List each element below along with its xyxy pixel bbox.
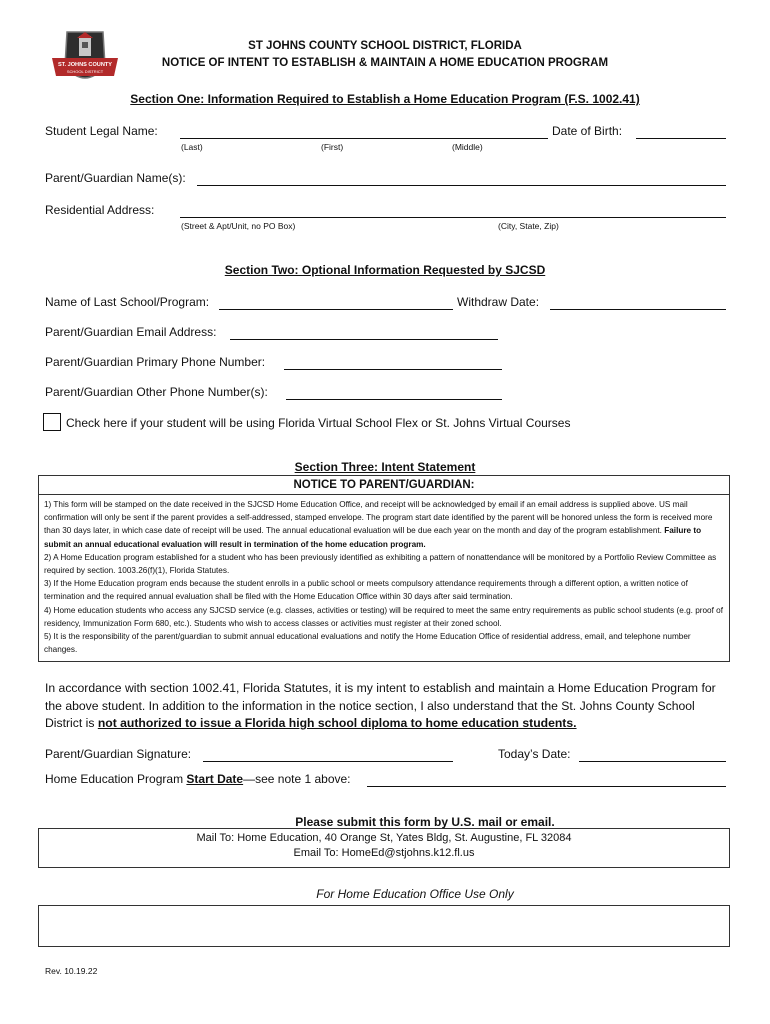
primary-phone-field[interactable] — [284, 355, 502, 370]
virtual-school-checkbox[interactable] — [43, 413, 61, 431]
dob-field[interactable] — [636, 124, 726, 139]
signature-label: Parent/Guardian Signature: — [45, 747, 192, 761]
student-name-label: Student Legal Name: — [45, 124, 158, 138]
start-date-label: Home Education Program Start Date—see note 1 above: — [45, 772, 351, 786]
section-one-heading: Section One: Information Required to Establish a Home Education Program (F.S. 1002.41) — [130, 92, 640, 106]
notice-box — [38, 475, 730, 662]
office-use-box — [38, 905, 730, 947]
district-name: ST JOHNS COUNTY SCHOOL DISTRICT, FLORIDA — [248, 40, 522, 52]
last-school-field[interactable] — [219, 295, 453, 310]
email-field[interactable] — [230, 325, 498, 340]
other-phone-label: Parent/Guardian Other Phone Number(s): — [45, 385, 268, 399]
notice-note-5: 5) It is the responsibility of the parent/guardian to submit annual educational evaluations and notify the Home Education Office of residential address, email, and telephone number changes. — [44, 632, 691, 655]
other-phone-field[interactable] — [286, 385, 502, 400]
student-name-field[interactable] — [180, 124, 548, 139]
withdraw-date-label: Withdraw Date: — [457, 295, 540, 309]
notice-note-2: 2) A Home Education program established for a student who has been previously identified as exhibiting a pattern of nonattendance will be monitored by a Portfolio Review Committee as required by section. 1003.26(f)(1), Florida Statutes. — [44, 552, 717, 576]
todays-date-field[interactable] — [579, 747, 726, 762]
mail-to: Mail To: Home Education, 40 Orange St, Yates Bldg, St. Augustine, FL 32084 — [196, 832, 572, 844]
office-use-heading: For Home Education Office Use Only — [316, 887, 514, 901]
middle-caption: (Middle) — [452, 142, 483, 152]
address-label: Residential Address: — [45, 203, 155, 217]
submit-heading: Please submit this form by U.S. mail or email. — [295, 815, 555, 829]
city-caption: (City, State, Zip) — [498, 221, 559, 231]
parent-name-field[interactable] — [197, 171, 726, 186]
virtual-school-checkbox-label: Check here if your student will be using Florida Virtual School Flex or St. Johns Virtual Courses — [66, 416, 571, 430]
email-to: Email To: HomeEd@stjohns.k12.fl.us — [293, 847, 475, 859]
section-two-heading: Section Two: Optional Information Requested by SJCSD — [224, 263, 546, 277]
notice-note-3: 3) If the Home Education program ends because the student enrolls in a public school or meets compulsory attendance requirements through a different option, a written notice of termination and the required annual evaluation shall be filed with the Home Education Office within 30 days after said termination. — [44, 579, 688, 602]
submit-box — [38, 828, 730, 868]
primary-phone-label: Parent/Guardian Primary Phone Number: — [45, 355, 266, 369]
withdraw-date-field[interactable] — [550, 295, 726, 310]
parent-name-label: Parent/Guardian Name(s): — [45, 171, 186, 185]
last-school-label: Name of Last School/Program: — [45, 295, 210, 309]
address-field[interactable] — [180, 203, 726, 218]
intent-statement: In accordance with section 1002.41, Florida Statutes, it is my intent to establish and maintain a Home Education Program for the above student. In addition to the information in the notice section, I also understand that the St. Johns County School District is not authorized to issue a Florida high school diploma to home education students. — [45, 681, 716, 730]
svg-text:SCHOOL DISTRICT: SCHOOL DISTRICT — [66, 69, 104, 74]
street-caption: (Street & Apt/Unit, no PO Box) — [181, 221, 296, 231]
form-title: NOTICE OF INTENT TO ESTABLISH & MAINTAIN A HOME EDUCATION PROGRAM — [161, 57, 609, 69]
signature-field[interactable] — [203, 747, 453, 762]
svg-text:ST. JOHNS COUNTY: ST. JOHNS COUNTY — [57, 62, 113, 68]
todays-date-label: Today’s Date: — [498, 747, 571, 761]
section-three-heading: Section Three: Intent Statement — [294, 460, 476, 474]
email-label: Parent/Guardian Email Address: — [45, 325, 217, 339]
revision-date: Rev. 10.19.22 — [45, 966, 98, 976]
start-date-field[interactable] — [367, 772, 726, 787]
notice-note-4: 4) Home education students who access any SJCSD service (e.g. classes, activities or testing) will be required to meet the same entry requirements as public school students (e.g. proof of residency, Immunization Form 680, etc.). Students who wish to access classes or activities must register at their zoned school. — [44, 605, 723, 628]
notice-note-1: 1) This form will be stamped on the date received in the SJCSD Home Education Office, and receipt will be acknowledged by email if an email address is supplied above. US mail confirmation will only be sent if the parent provides a self-addressed, stamped envelope. The program start date identified by the parent will be honored unless the form is received more than 30 days later, in which case date of receipt will be used. The annual educational evaluation will be due each year on the month and day of the program establishment. Failure to submit an annual educational evaluation will result in termination of the home education program. — [44, 500, 713, 549]
notice-title: NOTICE TO PARENT/GUARDIAN: — [293, 479, 475, 491]
dob-label: Date of Birth: — [552, 124, 623, 138]
first-caption: (First) — [321, 142, 344, 152]
last-caption: (Last) — [181, 142, 203, 152]
